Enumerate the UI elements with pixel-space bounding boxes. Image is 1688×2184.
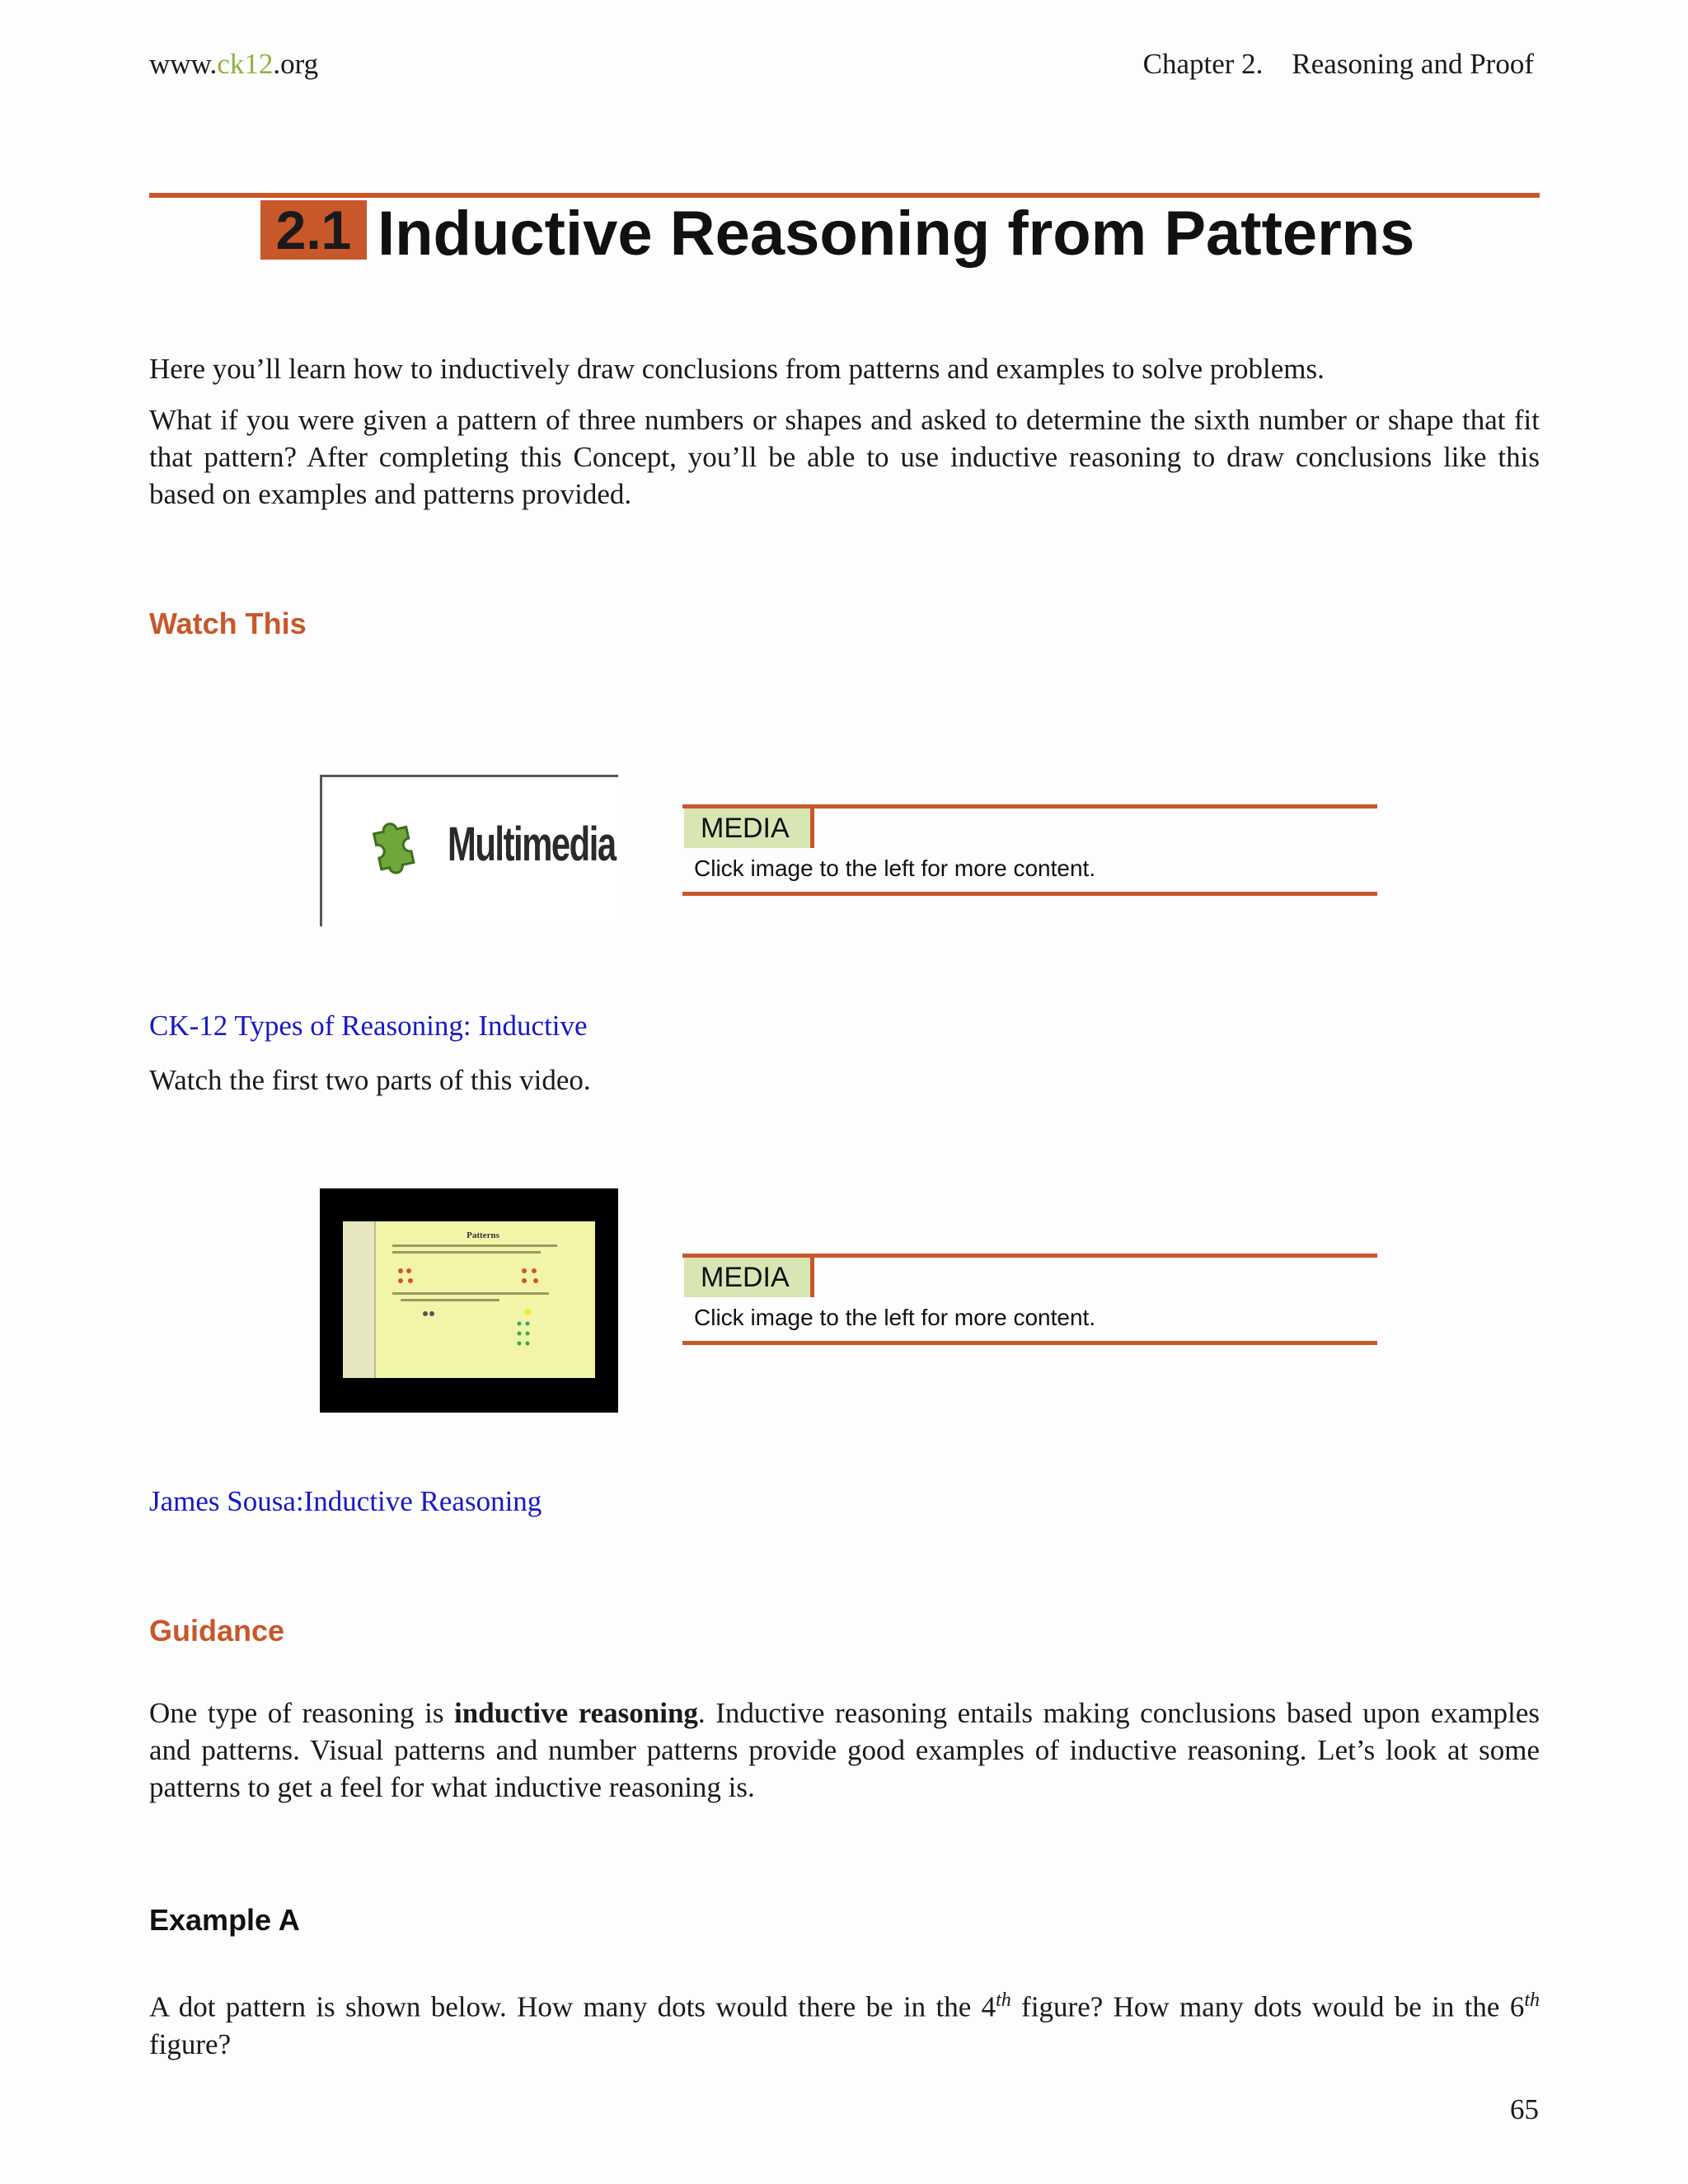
guidance-text-start: One type of reasoning is	[149, 1697, 455, 1729]
video-link-ck12[interactable]: CK-12 Types of Reasoning: Inductive	[149, 1010, 588, 1042]
site-brand: ck12	[217, 48, 274, 80]
video-link-sousa[interactable]: James Sousa:Inductive Reasoning	[149, 1485, 542, 1517]
superscript-th-2: th	[1524, 1990, 1540, 2011]
media-box-2	[682, 1254, 1377, 1346]
example-a-heading: Example A	[149, 1903, 300, 1937]
example-a-question	[149, 1982, 1540, 2063]
video-frame	[343, 1221, 595, 1378]
page-number: 65	[1510, 2093, 1539, 2125]
multimedia-label: Multimedia	[448, 818, 616, 871]
intro-summary: Here you’ll learn how to inductively draw conclusions from patterns and examples to solve problems.	[149, 353, 1325, 385]
chapter-heading: Chapter 2. Reasoning and Proof	[1142, 48, 1534, 80]
example-text-2: figure? How many dots would be in the 6	[1010, 1990, 1525, 2023]
section-number: 2.1	[260, 200, 367, 260]
multimedia-thumbnail[interactable]	[320, 775, 618, 926]
site-url[interactable]	[149, 48, 318, 81]
media-box-bottom-rule	[682, 1341, 1377, 1345]
video-caption: Watch the first two parts of this video.	[149, 1064, 591, 1096]
superscript-th-1: th	[996, 1990, 1011, 2011]
site-suffix: .org	[273, 48, 319, 80]
example-text-1: A dot pattern is shown below. How many dots would there be in the 4	[149, 1990, 996, 2023]
watch-this-heading: Watch This	[149, 607, 307, 640]
guidance-paragraph	[149, 1694, 1540, 1806]
example-text-3: figure?	[149, 2027, 232, 2060]
patterns-video-thumbnail[interactable]	[320, 1188, 618, 1413]
guidance-heading: Guidance	[149, 1614, 285, 1647]
site-prefix: www.	[149, 48, 218, 80]
media-box-1	[682, 804, 1377, 897]
section-title: Inductive Reasoning from Patterns	[377, 199, 1415, 269]
slide-title: Patterns	[467, 1230, 499, 1240]
media-note: Click image to the left for more content.	[694, 855, 1096, 881]
media-tag: MEDIA	[684, 1258, 814, 1297]
guidance-bold-term: inductive reasoning	[454, 1697, 698, 1729]
puzzle-icon	[362, 820, 428, 886]
media-box-bottom-rule	[682, 892, 1377, 896]
intro-question: What if you were given a pattern of three numbers or shapes and asked to determine the sixth number or shape that fit that pattern? After completing this Concept, you’ll be able to use inductive reasoning to draw conclusions like this based on examples and patterns provided.	[149, 404, 1540, 510]
patterns-slide-graphic	[343, 1221, 595, 1378]
guidance-text-end: . Inductive reasoning entails making conclusions based upon examples and patterns. Visual patterns and number patterns provide good examples of inductive reasoning. Let’s look at some patterns to get a feel for what inductive reasoning is.	[149, 1697, 1540, 1803]
media-note: Click image to the left for more content.	[694, 1305, 1096, 1330]
media-tag: MEDIA	[684, 808, 814, 848]
